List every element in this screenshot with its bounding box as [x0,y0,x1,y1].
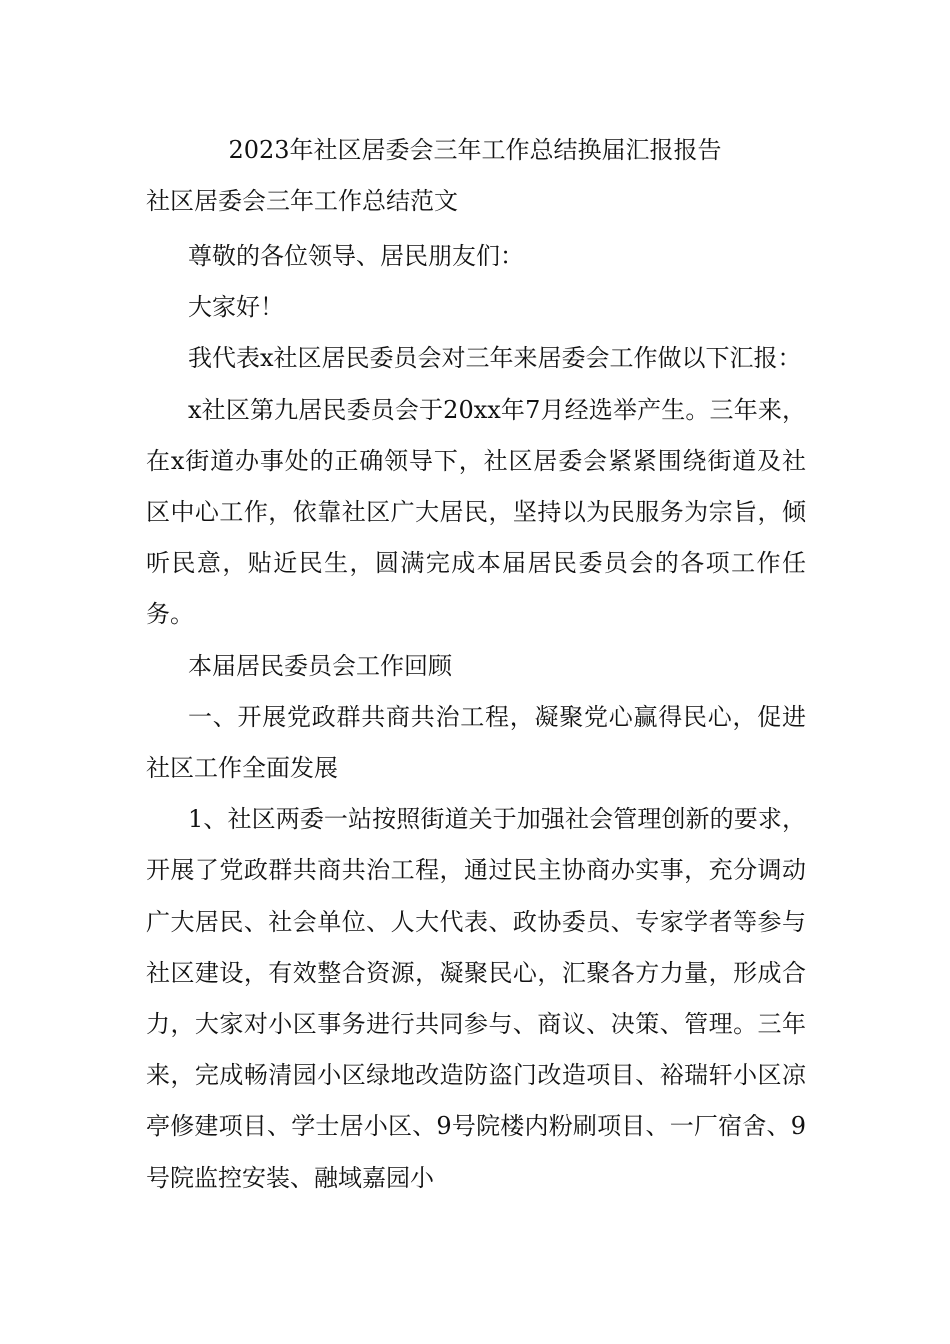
paragraph-overview: x社区第九居民委员会于20xx年7月经选举产生。三年来，在x街道办事处的正确领导下，社区居委会紧紧围绕街道及社区中心工作，依靠社区广大居民，坚持以为民服务为宗旨，倾听民意，贴近民生，圆满完成本届居民委员会的各项工作任务。 [146,395,806,629]
paragraph-item-one: 1、社区两委一站按照街道关于加强社会管理创新的要求，开展了党政群共商共治工程，通过民主协商办实事，充分调动广大居民、社会单位、人大代表、政协委员、专家学者等参与社区建设，有效整合资源，凝聚民心，汇聚各方力量，形成合力，大家对小区事务进行共同参与、商议、决策、管理。三年来，完成畅清园小区绿地改造防盗门改造项目、裕瑞轩小区凉亭修建项目、学士居小区、9号院楼内粉刷项目、一厂宿舍、9号院监控安装、融域嘉园小 [146,805,806,1192]
paragraph-salutation: 尊敬的各位领导、居民朋友们： [188,242,524,270]
paragraph-greeting: 大家好！ [188,293,284,322]
document-title: 2023年社区居委会三年工作总结换届汇报报告 [228,136,722,164]
paragraph-intro: 我代表x社区居民委员会对三年来居委会工作做以下汇报： [188,344,802,373]
section-heading-one: 一、开展党政群共商共治工程，凝聚党心赢得民心，促进社区工作全面发展 [146,702,806,783]
document-subtitle: 社区居委会三年工作总结范文 [146,187,458,215]
section-heading-review: 本届居民委员会工作回顾 [188,651,452,680]
document-body [146,231,806,1204]
